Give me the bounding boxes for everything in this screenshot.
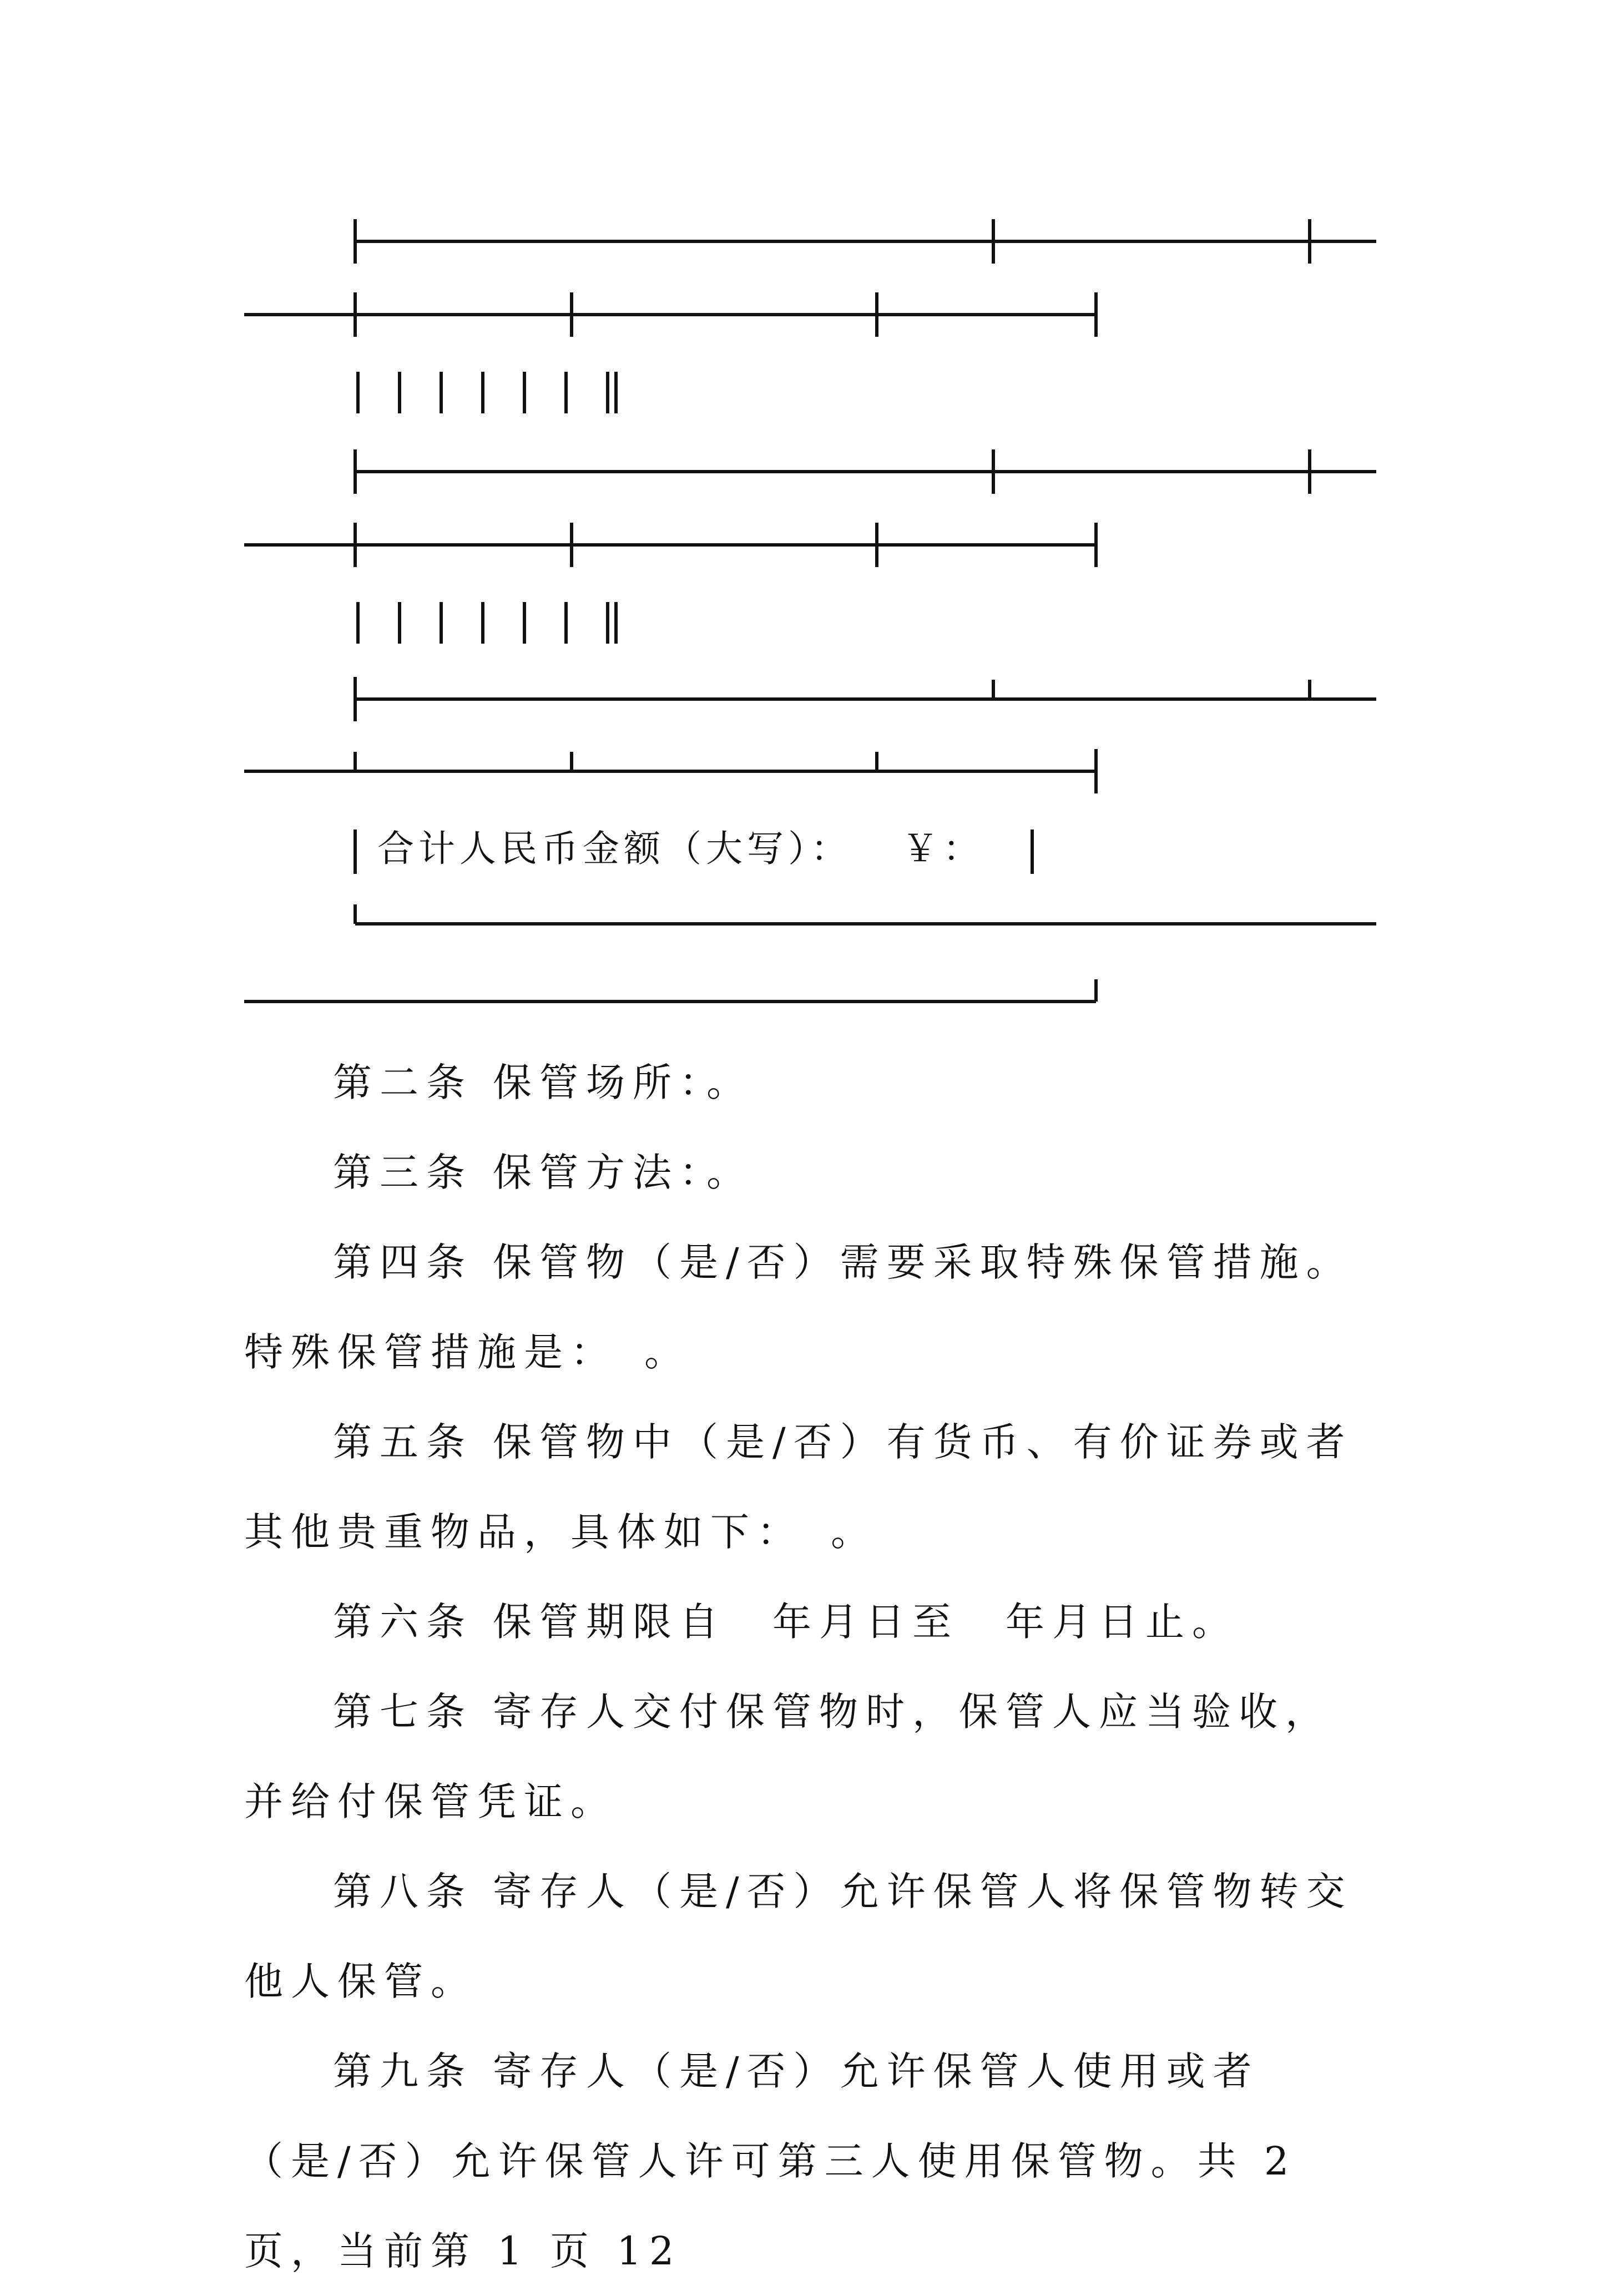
article-text: 寄存人交付保管物时，保管人应当验收，并给付保管凭证。 (244, 1689, 1332, 1824)
article-5 (244, 1397, 1365, 1577)
article-text: 保管物（是/否）需要采取特殊保管措施。特殊保管措施是： 。 (244, 1240, 1353, 1375)
article-number: 第五条 (333, 1419, 473, 1465)
article-number: 第四条 (333, 1240, 473, 1285)
article-4 (244, 1217, 1365, 1397)
article-number: 第九条 (333, 2049, 473, 2094)
article-9 (244, 2026, 1365, 2296)
article-number: 第七条 (333, 1689, 473, 1734)
article-number: 第八条 (333, 1869, 473, 1914)
article-text: 寄存人（是/否）允许保管人将保管物转交他人保管。 (244, 1869, 1353, 2004)
article-number: 第三条 (333, 1150, 473, 1195)
article-6 (244, 1577, 1365, 1667)
article-text: 保管期限自 年月日至 年月日止。 (493, 1599, 1239, 1645)
article-2 (244, 1038, 1365, 1127)
article-number: 第六条 (333, 1599, 473, 1645)
article-text: 保管场所：。 (493, 1060, 753, 1105)
item-table-borders (0, 0, 1606, 1054)
total-amount-label: 合计人民币金额（大写）： (377, 827, 852, 870)
yen-label: ￥： (902, 827, 984, 870)
article-number: 第二条 (333, 1060, 473, 1105)
total-amount-row (377, 821, 984, 877)
article-text: 保管物中（是/否）有货币、有价证券或者其他贵重物品，具体如下： 。 (244, 1419, 1353, 1555)
article-3 (244, 1127, 1365, 1217)
article-8 (244, 1847, 1365, 2026)
page-info: 共 2 页，当前第 1 页 12 (244, 2138, 1297, 2274)
article-7 (244, 1667, 1365, 1847)
article-text: 保管方法：。 (493, 1150, 753, 1195)
article-text: 寄存人（是/否）允许保管人使用或者（是/否）允许保管人许可第三人使用保管物。 (244, 2049, 1260, 2184)
